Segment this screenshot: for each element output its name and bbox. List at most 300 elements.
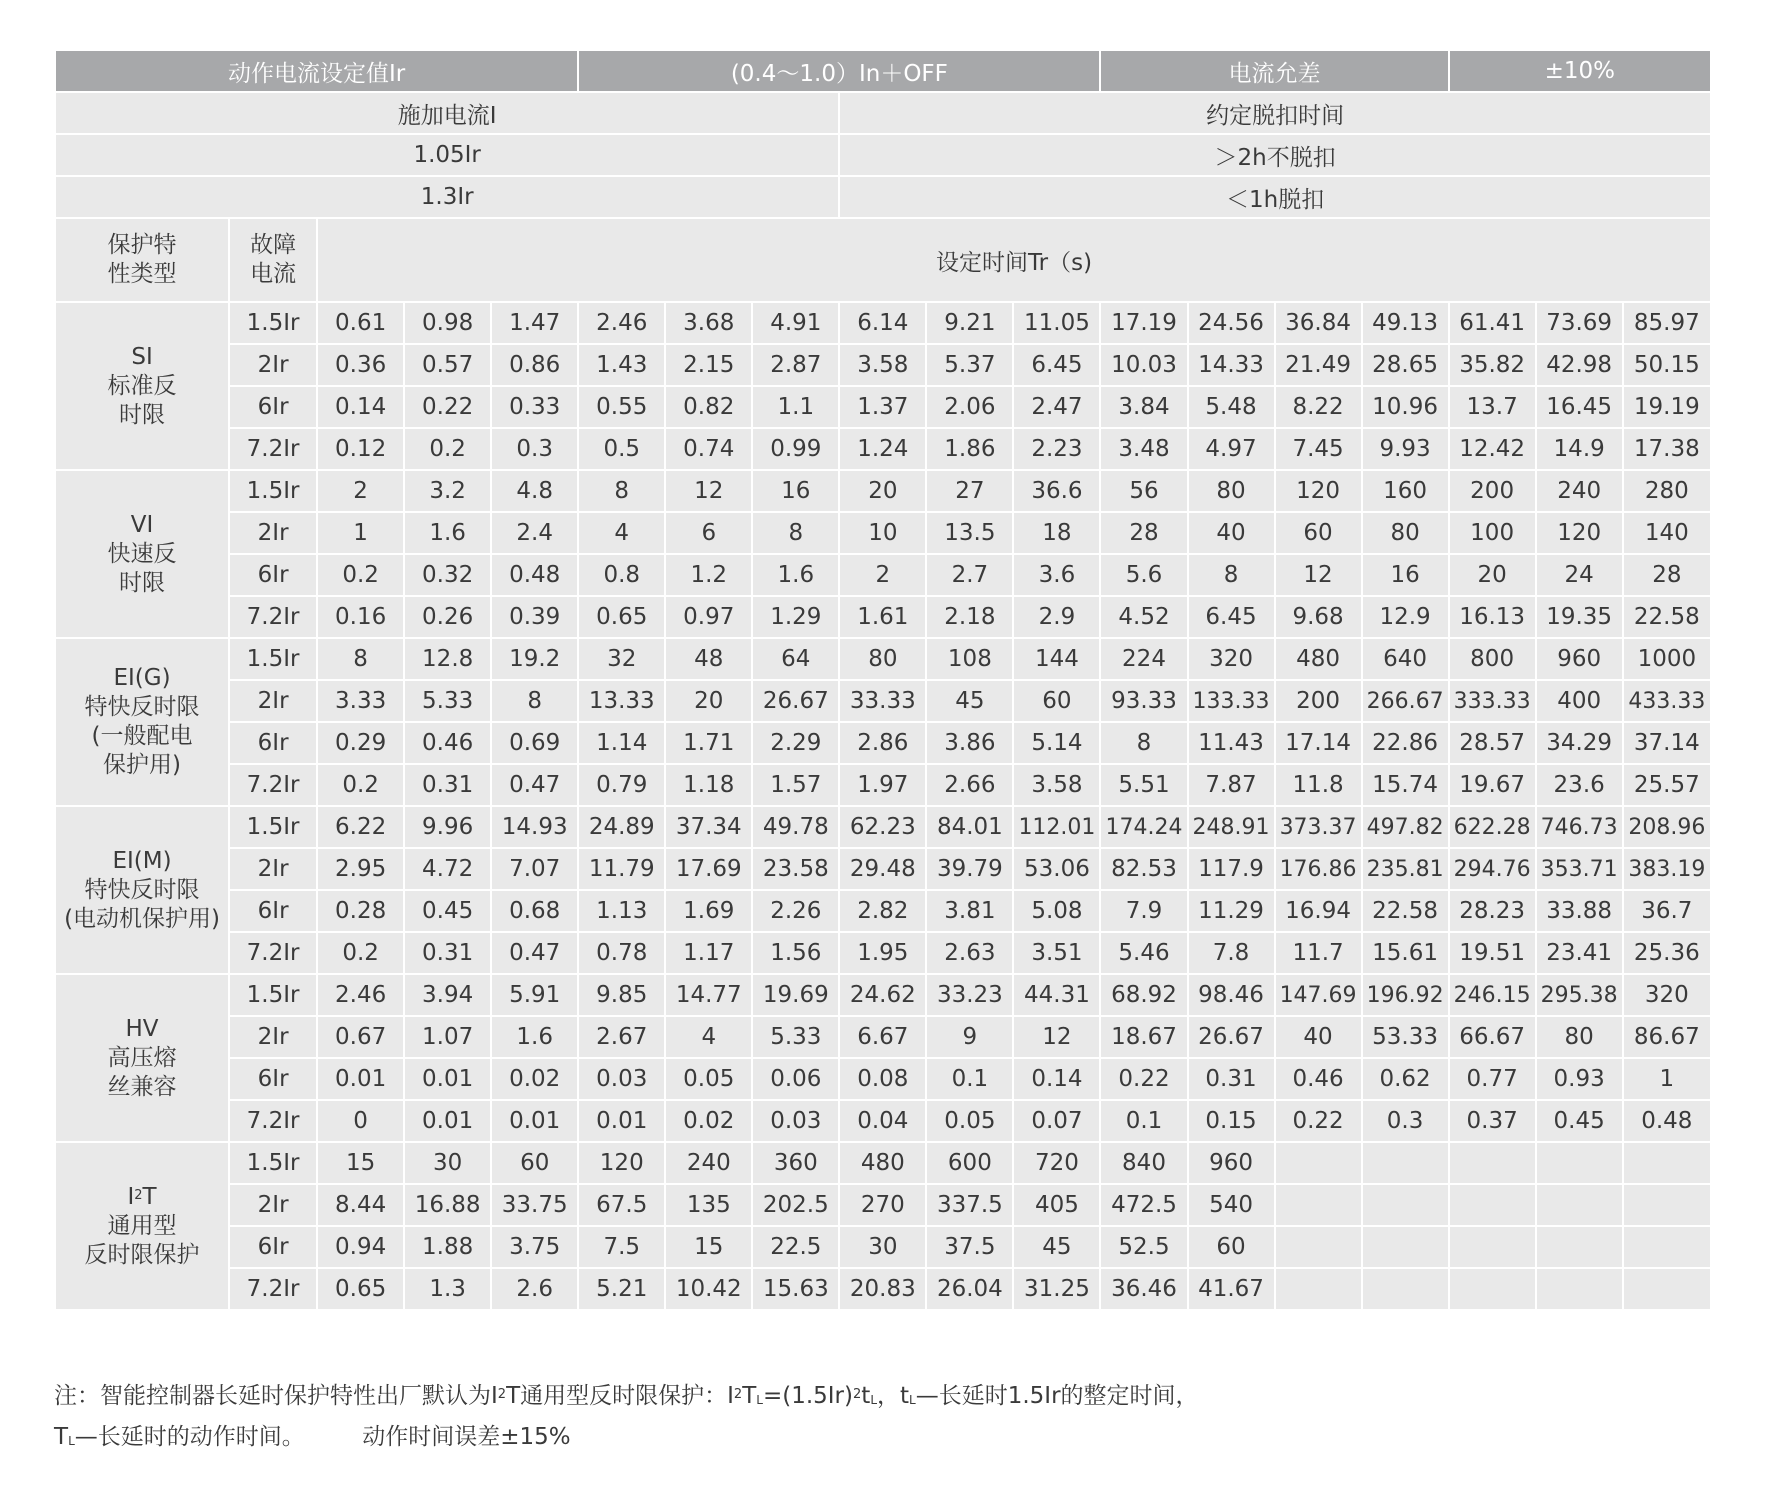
characteristic-type-cell bbox=[55, 302, 229, 470]
trip-time-cell: 9 bbox=[926, 1016, 1013, 1058]
trip-time-cell: 960 bbox=[1536, 638, 1623, 680]
trip-time-cell: 0.46 bbox=[1275, 1058, 1362, 1100]
characteristic-type-line: 特快反时限 bbox=[84, 876, 200, 903]
characteristic-type-line: EI(M) bbox=[112, 847, 172, 874]
data-row bbox=[55, 1016, 1711, 1058]
trip-time-cell: 0.78 bbox=[578, 932, 665, 974]
trip-time-cell bbox=[1623, 1184, 1711, 1226]
trip-time-cell: 270 bbox=[839, 1184, 926, 1226]
trip-time-cell: 480 bbox=[839, 1142, 926, 1184]
trip-time-cell: 24 bbox=[1536, 554, 1623, 596]
trip-time-cell: 224 bbox=[1100, 638, 1187, 680]
fault-current-cell: 6Ir bbox=[229, 722, 317, 764]
trip-time-cell: 433.33 bbox=[1623, 680, 1711, 722]
characteristic-type-line: 丝兼容 bbox=[107, 1073, 177, 1100]
trip-time-cell: 480 bbox=[1275, 638, 1362, 680]
trip-time-cell: 2.47 bbox=[1013, 386, 1100, 428]
trip-time-cell: 0.3 bbox=[1362, 1100, 1449, 1142]
trip-time-cell: 1.1 bbox=[752, 386, 839, 428]
tolerance-value: ±10% bbox=[1449, 50, 1711, 92]
trip-time-cell: 56 bbox=[1100, 470, 1187, 512]
trip-time-cell: 600 bbox=[926, 1142, 1013, 1184]
trip-time-cell: 160 bbox=[1362, 470, 1449, 512]
characteristic-type-line: $I^2T$ bbox=[127, 1183, 157, 1210]
trip-time-cell: 8 bbox=[317, 638, 404, 680]
trip-time-cell: 20 bbox=[839, 470, 926, 512]
fault-current-cell: 7.2Ir bbox=[229, 1268, 317, 1310]
trip-time-cell: 4.8 bbox=[491, 470, 578, 512]
trip-time-cell: 0.31 bbox=[404, 932, 491, 974]
trip-time-cell: 37.34 bbox=[665, 806, 752, 848]
trip-time-cell: 32 bbox=[578, 638, 665, 680]
fault-current-cell: 2Ir bbox=[229, 848, 317, 890]
fault-current-cell: 7.2Ir bbox=[229, 428, 317, 470]
trip-time-cell: 28 bbox=[1100, 512, 1187, 554]
characteristic-type-line: 保护用) bbox=[103, 752, 182, 778]
trip-time-cell: 34.29 bbox=[1536, 722, 1623, 764]
characteristic-type-line: (一般配电 bbox=[91, 723, 193, 749]
trip-time-cell: 1.56 bbox=[752, 932, 839, 974]
trip-time-cell: 7.87 bbox=[1188, 764, 1275, 806]
trip-time-cell: 5.33 bbox=[404, 680, 491, 722]
conventional-row bbox=[55, 134, 1711, 176]
trip-time-cell: 0.2 bbox=[317, 764, 404, 806]
trip-time-cell: 2.4 bbox=[491, 512, 578, 554]
trip-time-cell: 48 bbox=[665, 638, 752, 680]
trip-time-cell bbox=[1275, 1184, 1362, 1226]
trip-time-cell: 6.22 bbox=[317, 806, 404, 848]
trip-time-cell: 12.9 bbox=[1362, 596, 1449, 638]
trip-time-cell: 0.39 bbox=[491, 596, 578, 638]
trip-time-cell: 36.7 bbox=[1623, 890, 1711, 932]
fault-current-cell: 1.5Ir bbox=[229, 638, 317, 680]
trip-time-cell: 200 bbox=[1275, 680, 1362, 722]
trip-time-cell: 0.36 bbox=[317, 344, 404, 386]
applied-current-value: 1.05Ir bbox=[55, 134, 839, 176]
trip-time-cell: 11.8 bbox=[1275, 764, 1362, 806]
trip-time-cell: 35.82 bbox=[1449, 344, 1536, 386]
trip-time-cell: 19.19 bbox=[1623, 386, 1711, 428]
trip-time-cell: 53.06 bbox=[1013, 848, 1100, 890]
data-row bbox=[55, 512, 1711, 554]
trip-time-cell: 0.22 bbox=[1275, 1100, 1362, 1142]
trip-time-cell bbox=[1536, 1142, 1623, 1184]
trip-time-cell: 84.01 bbox=[926, 806, 1013, 848]
data-row bbox=[55, 764, 1711, 806]
footnote bbox=[54, 1376, 1714, 1458]
trip-time-cell: 33.23 bbox=[926, 974, 1013, 1016]
trip-time-cell: 0.12 bbox=[317, 428, 404, 470]
trip-time-cell: 16.94 bbox=[1275, 890, 1362, 932]
characteristic-type-line: 快速反 bbox=[107, 540, 177, 567]
trip-time-cell: 2.6 bbox=[491, 1268, 578, 1310]
trip-time-cell: 67.5 bbox=[578, 1184, 665, 1226]
tolerance-label: 电流允差 bbox=[1100, 50, 1448, 92]
trip-time-cell: 86.67 bbox=[1623, 1016, 1711, 1058]
trip-time-cell: 19.2 bbox=[491, 638, 578, 680]
applied-current-value: 1.3Ir bbox=[55, 176, 839, 218]
footnote-line-2-render: TL—长延时的动作时间。 动作时间误差±15% bbox=[54, 1424, 571, 1450]
trip-time-cell: 5.14 bbox=[1013, 722, 1100, 764]
trip-time-cell: 11.05 bbox=[1013, 302, 1100, 344]
trip-time-cell: 0.05 bbox=[665, 1058, 752, 1100]
trip-time-cell: 14.9 bbox=[1536, 428, 1623, 470]
trip-time-cell: 0.47 bbox=[491, 764, 578, 806]
fault-current-cell: 2Ir bbox=[229, 1184, 317, 1226]
trip-time-cell: 0.01 bbox=[317, 1058, 404, 1100]
trip-time-cell bbox=[1362, 1226, 1449, 1268]
trip-time-cell: 66.67 bbox=[1449, 1016, 1536, 1058]
trip-time-cell: 28.23 bbox=[1449, 890, 1536, 932]
trip-time-cell: 0.22 bbox=[1100, 1058, 1187, 1100]
trip-time-cell: 1.95 bbox=[839, 932, 926, 974]
trip-time-cell: 1 bbox=[317, 512, 404, 554]
fault-current-column-header bbox=[229, 218, 317, 302]
data-row bbox=[55, 470, 1711, 512]
trip-time-cell: 1.57 bbox=[752, 764, 839, 806]
trip-time-cell: 0.2 bbox=[404, 428, 491, 470]
trip-time-cell: 10.96 bbox=[1362, 386, 1449, 428]
trip-time-cell: 1.88 bbox=[404, 1226, 491, 1268]
characteristic-type-cell bbox=[55, 470, 229, 638]
trip-time-cell: 7.9 bbox=[1100, 890, 1187, 932]
trip-time-cell: 0.74 bbox=[665, 428, 752, 470]
trip-time-cell: 22.58 bbox=[1623, 596, 1711, 638]
trip-time-cell: 2.15 bbox=[665, 344, 752, 386]
trip-time-cell: 280 bbox=[1623, 470, 1711, 512]
data-row bbox=[55, 302, 1711, 344]
trip-time-cell: 14.93 bbox=[491, 806, 578, 848]
fault-current-cell: 6Ir bbox=[229, 1058, 317, 1100]
trip-time-cell: 200 bbox=[1449, 470, 1536, 512]
trip-time-cell bbox=[1449, 1226, 1536, 1268]
trip-time-cell: 0.28 bbox=[317, 890, 404, 932]
trip-time-cell bbox=[1536, 1268, 1623, 1310]
trip-time-cell bbox=[1449, 1184, 1536, 1226]
trip-time-cell: 2.29 bbox=[752, 722, 839, 764]
data-row bbox=[55, 1184, 1711, 1226]
column-header-row bbox=[55, 218, 1711, 302]
trip-time-cell: 23.58 bbox=[752, 848, 839, 890]
trip-time-cell: 147.69 bbox=[1275, 974, 1362, 1016]
trip-time-cell: 6.14 bbox=[839, 302, 926, 344]
trip-time-cell: 3.68 bbox=[665, 302, 752, 344]
trip-time-cell: 540 bbox=[1188, 1184, 1275, 1226]
data-row bbox=[55, 1226, 1711, 1268]
data-row bbox=[55, 932, 1711, 974]
data-row bbox=[55, 680, 1711, 722]
trip-time-cell: 16 bbox=[1362, 554, 1449, 596]
trip-time-cell: 1.13 bbox=[578, 890, 665, 932]
trip-time-cell: 12.8 bbox=[404, 638, 491, 680]
conventional-header-row bbox=[55, 92, 1711, 134]
trip-time-cell: 405 bbox=[1013, 1184, 1100, 1226]
trip-time-cell: 0.62 bbox=[1362, 1058, 1449, 1100]
trip-time-cell: 53.33 bbox=[1362, 1016, 1449, 1058]
trip-time-cell: 497.82 bbox=[1362, 806, 1449, 848]
trip-time-cell: 29.48 bbox=[839, 848, 926, 890]
trip-time-cell: 0.65 bbox=[578, 596, 665, 638]
fault-current-cell: 2Ir bbox=[229, 1016, 317, 1058]
trip-time-cell: 3.75 bbox=[491, 1226, 578, 1268]
trip-time-cell: 11.7 bbox=[1275, 932, 1362, 974]
trip-time-cell: 0.33 bbox=[491, 386, 578, 428]
trip-time-cell bbox=[1275, 1268, 1362, 1310]
trip-time-cell bbox=[1275, 1142, 1362, 1184]
footnote-line-1 bbox=[54, 1376, 1714, 1417]
trip-time-cell: 61.41 bbox=[1449, 302, 1536, 344]
trip-time-cell: 49.13 bbox=[1362, 302, 1449, 344]
fault-current-cell: 2Ir bbox=[229, 512, 317, 554]
trip-time-cell: 0.3 bbox=[491, 428, 578, 470]
trip-time-cell: 2.87 bbox=[752, 344, 839, 386]
trip-time-cell: 22.5 bbox=[752, 1226, 839, 1268]
trip-time-cell: 2 bbox=[839, 554, 926, 596]
trip-time-cell: 0.01 bbox=[578, 1100, 665, 1142]
trip-time-cell: 1.69 bbox=[665, 890, 752, 932]
fault-current-cell: 6Ir bbox=[229, 554, 317, 596]
trip-time-cell: 0.03 bbox=[752, 1100, 839, 1142]
trip-time-cell: 0.1 bbox=[926, 1058, 1013, 1100]
trip-time-cell: 0.01 bbox=[404, 1058, 491, 1100]
trip-time-cell: 2.66 bbox=[926, 764, 1013, 806]
trip-time-cell: 23.6 bbox=[1536, 764, 1623, 806]
trip-time-cell: 5.91 bbox=[491, 974, 578, 1016]
characteristic-type-line: (电动机保护用) bbox=[64, 905, 221, 932]
trip-time-cell: 39.79 bbox=[926, 848, 1013, 890]
trip-time-cell: 3.86 bbox=[926, 722, 1013, 764]
trip-time-cell: 3.2 bbox=[404, 470, 491, 512]
trip-time-cell: 5.48 bbox=[1188, 386, 1275, 428]
trip-time-cell: 41.67 bbox=[1188, 1268, 1275, 1310]
trip-time-cell: 49.78 bbox=[752, 806, 839, 848]
trip-time-cell: 320 bbox=[1623, 974, 1711, 1016]
trip-time-cell: 85.97 bbox=[1623, 302, 1711, 344]
data-row bbox=[55, 722, 1711, 764]
trip-time-cell: 10 bbox=[839, 512, 926, 554]
trip-time-cell: 0.14 bbox=[1013, 1058, 1100, 1100]
trip-time-cell: 17.19 bbox=[1100, 302, 1187, 344]
trip-time-cell: 0.61 bbox=[317, 302, 404, 344]
trip-time-cell bbox=[1536, 1226, 1623, 1268]
trip-time-cell: 10.42 bbox=[665, 1268, 752, 1310]
data-row bbox=[55, 596, 1711, 638]
trip-time-cell: 100 bbox=[1449, 512, 1536, 554]
data-row bbox=[55, 638, 1711, 680]
trip-time-cell: 202.5 bbox=[752, 1184, 839, 1226]
trip-time-cell: 62.23 bbox=[839, 806, 926, 848]
trip-time-cell: 5.51 bbox=[1100, 764, 1187, 806]
trip-time-cell: 24.89 bbox=[578, 806, 665, 848]
trip-time-cell: 0.1 bbox=[1100, 1100, 1187, 1142]
trip-time-cell: 16.88 bbox=[404, 1184, 491, 1226]
trip-time-cell: 3.84 bbox=[1100, 386, 1187, 428]
trip-time-cell: 22.58 bbox=[1362, 890, 1449, 932]
trip-time-cell: 80 bbox=[839, 638, 926, 680]
data-row bbox=[55, 428, 1711, 470]
trip-time-cell: 2.23 bbox=[1013, 428, 1100, 470]
data-row bbox=[55, 1268, 1711, 1310]
trip-time-cell: 0.37 bbox=[1449, 1100, 1536, 1142]
trip-time-cell: 622.28 bbox=[1449, 806, 1536, 848]
data-row bbox=[55, 1058, 1711, 1100]
trip-time-cell: 17.69 bbox=[665, 848, 752, 890]
trip-time-cell: 18.67 bbox=[1100, 1016, 1187, 1058]
type-column-label: 保护特性类型 bbox=[107, 232, 177, 287]
trip-time-cell: 1.86 bbox=[926, 428, 1013, 470]
trip-time-cell: 26.67 bbox=[752, 680, 839, 722]
trip-time-cell: 1.24 bbox=[839, 428, 926, 470]
trip-time-cell: 7.45 bbox=[1275, 428, 1362, 470]
characteristic-type-cell bbox=[55, 1142, 229, 1310]
trip-time-cell: 37.14 bbox=[1623, 722, 1711, 764]
trip-time-cell: 73.69 bbox=[1536, 302, 1623, 344]
trip-time-cell: 42.98 bbox=[1536, 344, 1623, 386]
trip-time-cell: 36.6 bbox=[1013, 470, 1100, 512]
trip-time-cell: 15.61 bbox=[1362, 932, 1449, 974]
trip-time-cell: 20 bbox=[1449, 554, 1536, 596]
trip-time-cell: 8 bbox=[1100, 722, 1187, 764]
trip-time-cell: 400 bbox=[1536, 680, 1623, 722]
trip-time-cell: 28 bbox=[1623, 554, 1711, 596]
applied-current-label: 施加电流I bbox=[55, 92, 839, 134]
trip-time-cell: 9.21 bbox=[926, 302, 1013, 344]
trip-time-cell: 0.97 bbox=[665, 596, 752, 638]
trip-time-cell: 6.67 bbox=[839, 1016, 926, 1058]
fault-current-cell: 1.5Ir bbox=[229, 806, 317, 848]
trip-time-cell: 5.33 bbox=[752, 1016, 839, 1058]
trip-time-cell: 0 bbox=[317, 1100, 404, 1142]
trip-time-cell: 15 bbox=[317, 1142, 404, 1184]
trip-time-cell: 246.15 bbox=[1449, 974, 1536, 1016]
characteristic-type-line: 反时限保护 bbox=[84, 1241, 200, 1268]
trip-time-cell: 1.14 bbox=[578, 722, 665, 764]
characteristic-type-line: EI(G) bbox=[113, 665, 171, 691]
trip-time-cell: 4 bbox=[578, 512, 665, 554]
fault-current-cell: 7.2Ir bbox=[229, 1100, 317, 1142]
trip-time-cell: 4 bbox=[665, 1016, 752, 1058]
trip-time-cell: 0.32 bbox=[404, 554, 491, 596]
trip-time-cell: 4.52 bbox=[1100, 596, 1187, 638]
characteristic-type-cell bbox=[55, 806, 229, 974]
trip-time-cell: 2 bbox=[317, 470, 404, 512]
trip-time-cell: 9.68 bbox=[1275, 596, 1362, 638]
trip-time-cell: 14.33 bbox=[1188, 344, 1275, 386]
trip-time-cell: 60 bbox=[491, 1142, 578, 1184]
trip-time-cell: 0.16 bbox=[317, 596, 404, 638]
trip-time-cell: 120 bbox=[1275, 470, 1362, 512]
trip-time-cell: 12 bbox=[1275, 554, 1362, 596]
trip-time-cell: 4.72 bbox=[404, 848, 491, 890]
trip-time-cell: 15.74 bbox=[1362, 764, 1449, 806]
fault-current-cell: 7.2Ir bbox=[229, 764, 317, 806]
trip-time-cell: 1.6 bbox=[404, 512, 491, 554]
trip-time-cell: 0.69 bbox=[491, 722, 578, 764]
trip-time-cell: 1.37 bbox=[839, 386, 926, 428]
footnote-line-1-render: 注：智能控制器长延时保护特性出厂默认为$I^2T$通用型反时限保护：$I^2TL=(1.5Ir)^2tL$，tL—长延时1.5Ir的整定时间， bbox=[54, 1383, 1199, 1409]
trip-time-cell: 5.37 bbox=[926, 344, 1013, 386]
type-column-header bbox=[55, 218, 229, 302]
data-row bbox=[55, 806, 1711, 848]
trip-time-cell: 840 bbox=[1100, 1142, 1187, 1184]
characteristic-type-line: VI bbox=[130, 511, 154, 538]
trip-time-cell: 82.53 bbox=[1100, 848, 1187, 890]
trip-time-cell: 1.07 bbox=[404, 1016, 491, 1058]
fault-current-cell: 2Ir bbox=[229, 344, 317, 386]
trip-time-cell: 0.31 bbox=[1188, 1058, 1275, 1100]
trip-time-cell bbox=[1362, 1184, 1449, 1226]
trip-time-cell: 176.86 bbox=[1275, 848, 1362, 890]
trip-time-cell: 0.47 bbox=[491, 932, 578, 974]
characteristic-type-line: SI bbox=[131, 343, 153, 370]
trip-time-cell: 2.18 bbox=[926, 596, 1013, 638]
trip-time-cell: 8 bbox=[491, 680, 578, 722]
trip-time-cell: 2.46 bbox=[578, 302, 665, 344]
trip-time-cell: 196.92 bbox=[1362, 974, 1449, 1016]
trip-time-cell: 13.33 bbox=[578, 680, 665, 722]
characteristic-type-line: 时限 bbox=[119, 401, 166, 428]
trip-time-cell: 1.3 bbox=[404, 1268, 491, 1310]
trip-time-cell: 2.82 bbox=[839, 890, 926, 932]
trip-time-cell: 0.5 bbox=[578, 428, 665, 470]
trip-time-cell: 0.48 bbox=[1623, 1100, 1711, 1142]
trip-time-cell: 1 bbox=[1623, 1058, 1711, 1100]
trip-time-cell: 0.8 bbox=[578, 554, 665, 596]
trip-time-cell: 472.5 bbox=[1100, 1184, 1187, 1226]
data-row bbox=[55, 848, 1711, 890]
trip-time-cell: 6 bbox=[665, 512, 752, 554]
trip-time-cell: 19.67 bbox=[1449, 764, 1536, 806]
trip-time-cell: 240 bbox=[1536, 470, 1623, 512]
trip-time-cell: 24.62 bbox=[839, 974, 926, 1016]
trip-time-value: ＜1h脱扣 bbox=[839, 176, 1711, 218]
trip-time-cell bbox=[1623, 1226, 1711, 1268]
fault-current-cell: 1.5Ir bbox=[229, 470, 317, 512]
trip-time-cell: 28.57 bbox=[1449, 722, 1536, 764]
trip-time-cell: 0.67 bbox=[317, 1016, 404, 1058]
trip-time-cell: 0.29 bbox=[317, 722, 404, 764]
trip-time-cell: 2.46 bbox=[317, 974, 404, 1016]
trip-time-cell: 22.86 bbox=[1362, 722, 1449, 764]
trip-time-cell: 4.97 bbox=[1188, 428, 1275, 470]
trip-time-cell: 4.91 bbox=[752, 302, 839, 344]
trip-time-cell: 0.46 bbox=[404, 722, 491, 764]
characteristic-type-line: 标准反 bbox=[107, 372, 177, 399]
trip-time-cell: 1.47 bbox=[491, 302, 578, 344]
footnote-line-2 bbox=[54, 1417, 1714, 1458]
fault-current-cell: 1.5Ir bbox=[229, 1142, 317, 1184]
trip-time-cell: 26.67 bbox=[1188, 1016, 1275, 1058]
trip-time-cell: 30 bbox=[839, 1226, 926, 1268]
trip-time-cell: 20 bbox=[665, 680, 752, 722]
trip-time-cell: 2.95 bbox=[317, 848, 404, 890]
trip-time-cell: 0.94 bbox=[317, 1226, 404, 1268]
trip-time-cell: 17.38 bbox=[1623, 428, 1711, 470]
trip-time-cell bbox=[1362, 1142, 1449, 1184]
trip-time-cell: 112.01 bbox=[1013, 806, 1100, 848]
trip-time-cell: 0.01 bbox=[404, 1100, 491, 1142]
trip-time-cell: 108 bbox=[926, 638, 1013, 680]
trip-time-cell: 17.14 bbox=[1275, 722, 1362, 764]
trip-time-cell: 0.01 bbox=[491, 1100, 578, 1142]
data-row bbox=[55, 890, 1711, 932]
trip-time-cell: 2.7 bbox=[926, 554, 1013, 596]
trip-time-cell: 1.29 bbox=[752, 596, 839, 638]
trip-time-cell: 3.94 bbox=[404, 974, 491, 1016]
trip-time-cell: 0.02 bbox=[491, 1058, 578, 1100]
trip-time-cell: 337.5 bbox=[926, 1184, 1013, 1226]
trip-time-cell: 40 bbox=[1275, 1016, 1362, 1058]
